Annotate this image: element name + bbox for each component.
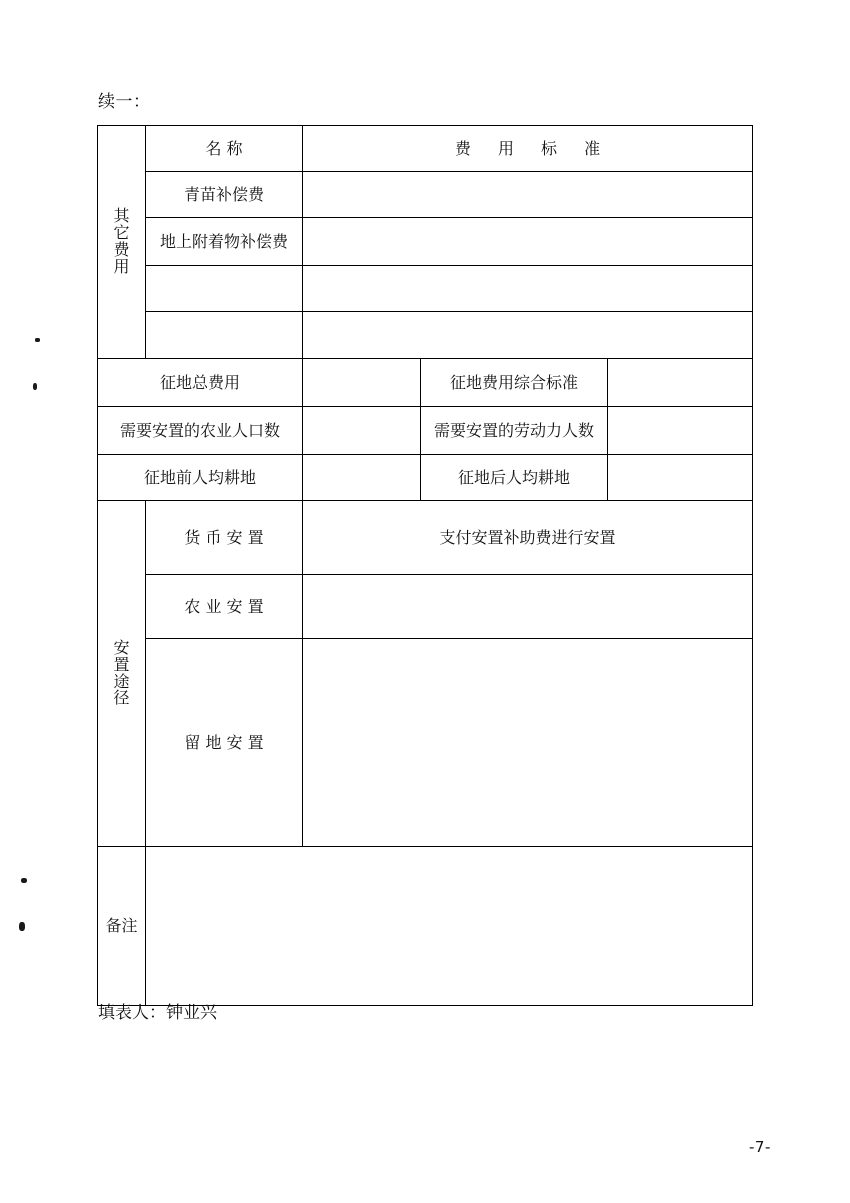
summary-value-labor-force[interactable]	[608, 407, 753, 455]
resettlement-value-monetary[interactable]: 支付安置补助费进行安置	[303, 501, 753, 575]
page-number: -7-	[749, 1138, 771, 1156]
summary-label-comprehensive-standard: 征地费用综合标准	[421, 359, 608, 407]
table-row-other-fee-item	[98, 218, 753, 266]
table-row-other-fee-item	[98, 172, 753, 218]
table-row-other-fees-header	[98, 126, 753, 172]
other-fee-name-3[interactable]	[146, 312, 303, 359]
side-label-other-fees	[98, 126, 146, 359]
table-row-summary	[98, 359, 753, 407]
remarks-label: 备注	[98, 847, 146, 1006]
table-row-resettlement-land-reserved	[98, 639, 753, 847]
column-header-fee-standard: 费 用 标 准	[303, 126, 753, 172]
summary-value-farmland-after[interactable]	[608, 455, 753, 501]
table-row-remarks	[98, 847, 753, 1006]
side-label-char: 其	[113, 206, 130, 226]
summary-value-agricultural-population[interactable]	[303, 407, 421, 455]
side-label-char: 用	[113, 256, 130, 276]
side-label-char: 它	[113, 223, 130, 243]
other-fee-name-0: 青苗补偿费	[146, 172, 303, 218]
scan-speck	[35, 338, 40, 342]
column-header-name: 名 称	[146, 126, 303, 172]
scan-speck	[21, 878, 27, 883]
continuation-label: 续一：	[98, 92, 151, 112]
remarks-value[interactable]	[146, 847, 753, 1006]
other-fee-name-2[interactable]	[146, 266, 303, 312]
side-label-char: 置	[113, 654, 130, 674]
other-fee-standard-3[interactable]	[303, 312, 753, 359]
resettlement-value-agricultural[interactable]	[303, 575, 753, 639]
resettlement-label-agricultural: 农 业 安 置	[146, 575, 303, 639]
summary-label-farmland-after: 征地后人均耕地	[421, 455, 608, 501]
table-row-resettlement-agricultural	[98, 575, 753, 639]
table-row-summary	[98, 407, 753, 455]
table-row-resettlement-monetary	[98, 501, 753, 575]
summary-label-agricultural-population: 需要安置的农业人口数	[98, 407, 303, 455]
other-fee-standard-1[interactable]	[303, 218, 753, 266]
scan-speck	[33, 383, 37, 390]
side-label-char: 途	[113, 671, 130, 691]
form-filler-line: 填表人：钟业兴	[98, 1003, 217, 1023]
resettlement-label-monetary: 货 币 安 置	[146, 501, 303, 575]
summary-label-labor-force: 需要安置的劳动力人数	[421, 407, 608, 455]
side-label-char: 径	[113, 688, 130, 708]
side-label-resettlement-method	[98, 501, 146, 847]
resettlement-label-land-reserved: 留 地 安 置	[146, 639, 303, 847]
summary-value-total-cost[interactable]	[303, 359, 421, 407]
table-row-summary	[98, 455, 753, 501]
side-label-char: 安	[113, 637, 130, 657]
other-fee-standard-2[interactable]	[303, 266, 753, 312]
land-acquisition-form-table	[97, 125, 753, 1006]
table-row-other-fee-item	[98, 266, 753, 312]
summary-value-farmland-before[interactable]	[303, 455, 421, 501]
resettlement-value-land-reserved[interactable]	[303, 639, 753, 847]
side-label-char: 费	[113, 240, 130, 259]
other-fee-standard-0[interactable]	[303, 172, 753, 218]
other-fee-name-1: 地上附着物补偿费	[146, 218, 303, 266]
summary-value-comprehensive-standard[interactable]	[608, 359, 753, 407]
scan-speck	[19, 922, 25, 931]
summary-label-farmland-before: 征地前人均耕地	[98, 455, 303, 501]
summary-label-total-cost: 征地总费用	[98, 359, 303, 407]
table-row-other-fee-item	[98, 312, 753, 359]
